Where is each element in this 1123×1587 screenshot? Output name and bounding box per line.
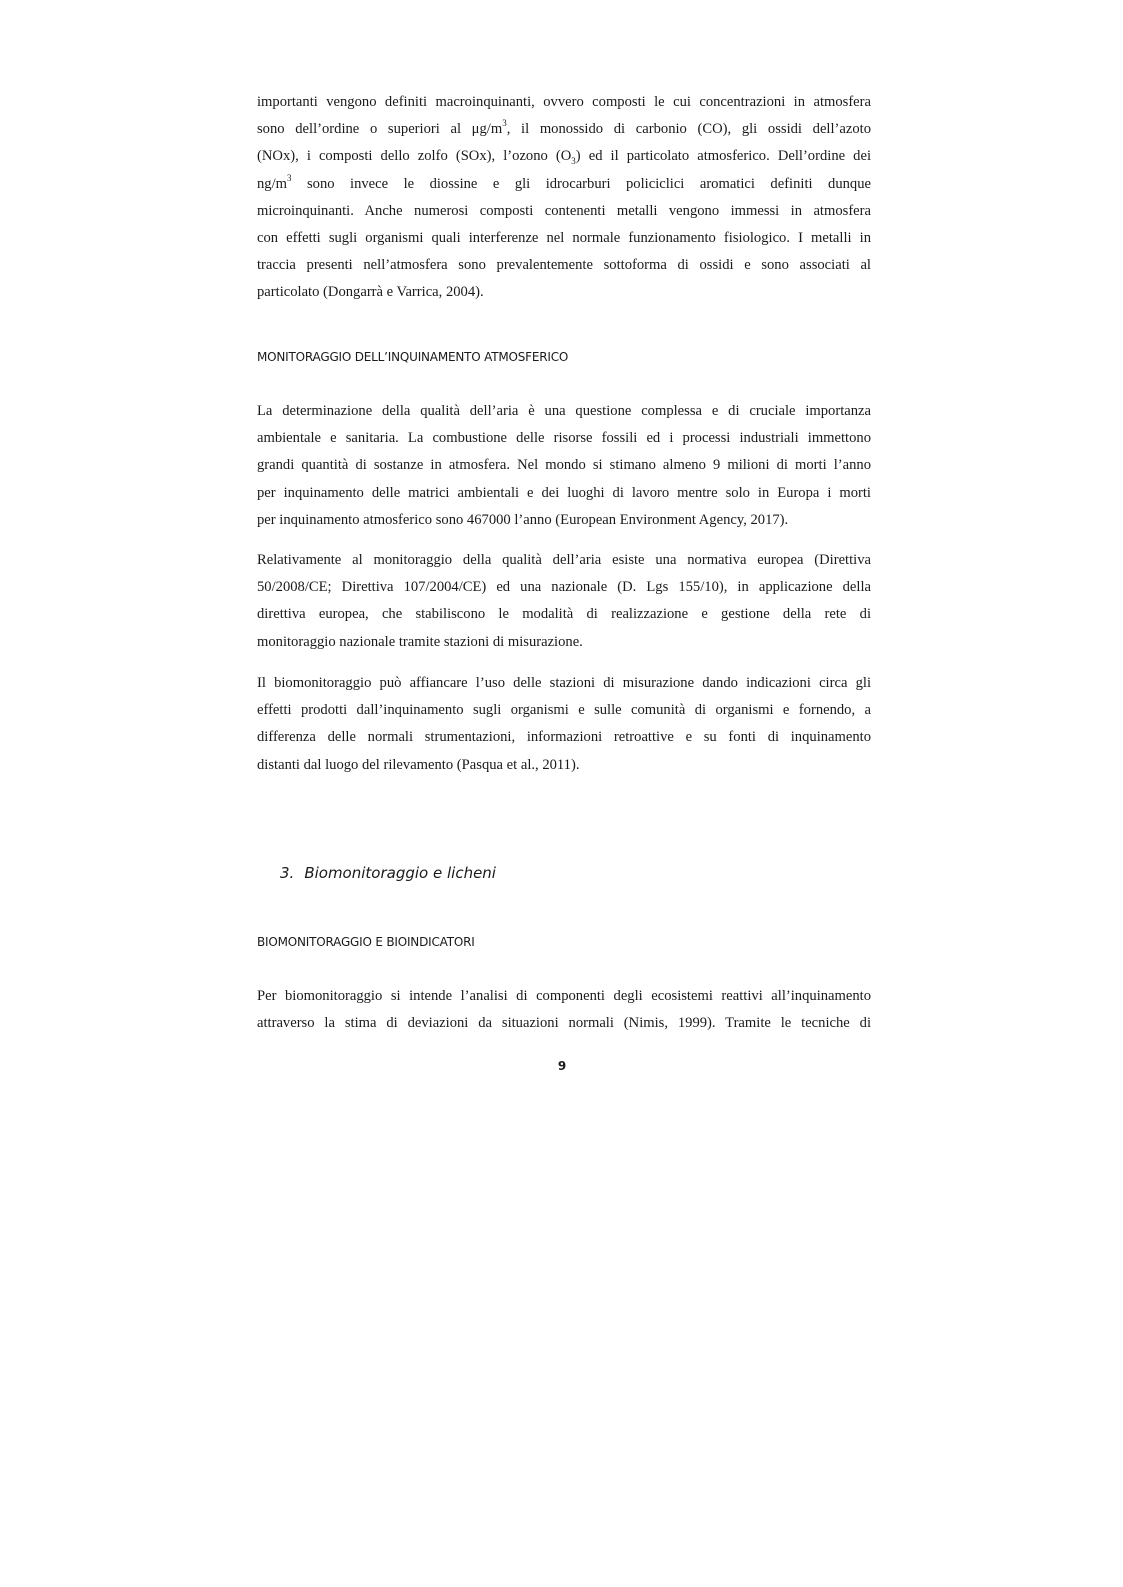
section-heading-bioindicatori: BIOMONITORAGGIO E BIOINDICATORI (257, 935, 475, 949)
paragraph-definizione-biomonitoraggio (257, 983, 871, 1037)
chapter-heading (280, 864, 496, 882)
text-line: per inquinamento atmosferico sono 467000 l’anno (European Environment Agency, 2017). (257, 511, 789, 528)
text-line: con effetti sugli organismi quali interferenze nel normale funzionamento fisiologico. I metalli in (257, 229, 871, 246)
text-line: sono dell’ordine o superiori al $\mu g/m^3$, il monossido di carbonio (CO), gli ossidi dell’azoto (257, 118, 871, 138)
text-line: traccia presenti nell’atmosfera sono prevalentemente sottoforma di ossidi e sono associati al (257, 257, 871, 274)
text-line: per inquinamento delle matrici ambientali e dei luoghi di lavoro mentre solo in Europa i morti (257, 484, 871, 501)
chapter-number: 3. (280, 864, 295, 882)
page-number: 9 (557, 1059, 567, 1073)
chapter-title: Biomonitoraggio e licheni (304, 864, 496, 882)
text-line: Il biomonitoraggio può affiancare l’uso delle stazioni di misurazione dando indicazioni circa gli (257, 675, 871, 691)
text-line: direttiva europea, che stabiliscono le modalità di realizzazione e gestione della rete di (257, 606, 871, 623)
paragraph-qualita-aria (257, 398, 871, 534)
text-line: Per biomonitoraggio si intende l’analisi di componenti degli ecosistemi reattivi all’inquinamento (257, 988, 871, 1004)
text-line: 50/2008/CE; Direttiva 107/2004/CE) ed una nazionale (D. Lgs 155/10), in applicazione della (257, 579, 871, 596)
text-line: (NOx), i composti dello zolfo (SOx), l’ozono $(O_3)$ ed il particolato atmosferico. Dell’ordine dei (257, 148, 871, 167)
text-line: differenza delle normali strumentazioni, informazioni retroattive e su fonti di inquinamento (257, 729, 871, 746)
text-line: Relativamente al monitoraggio della qualità dell’aria esiste una normativa europea (Direttiva (257, 552, 871, 568)
text-line: importanti vengono definiti macroinquinanti, ovvero composti le cui concentrazioni in atmosfera (257, 94, 871, 110)
text-line: monitoraggio nazionale tramite stazioni di misurazione. (257, 633, 583, 650)
text-line: particolato (Dongarrà e Varrica, 2004). (257, 284, 484, 301)
text-line: $ng/m^3$ sono invece le diossine e gli idrocarburi policiclici aromatici definiti dunque (257, 172, 871, 192)
paragraph-biomonitoraggio (257, 670, 871, 779)
text-line: distanti dal luogo del rilevamento (Pasqua et al., 2011). (257, 756, 580, 773)
text-line: ambientale e sanitaria. La combustione delle risorse fossili ed i processi industriali immettono (257, 430, 871, 447)
text-line: microinquinanti. Anche numerosi composti contenenti metalli vengono immessi in atmosfera (257, 202, 871, 219)
section-heading-monitoraggio: MONITORAGGIO DELL’INQUINAMENTO ATMOSFERICO (257, 350, 569, 364)
text-line: effetti prodotti dall’inquinamento sugli organismi e sulle comunità di organismi e fornendo, a (257, 702, 871, 719)
text-line: La determinazione della qualità dell’aria è una questione complessa e di cruciale importanza (257, 403, 871, 419)
text-line: attraverso la stima di deviazioni da situazioni normali (Nimis, 1999). Tramite le tecniche di (257, 1015, 871, 1032)
text-line: grandi quantità di sostanze in atmosfera. Nel mondo si stimano almeno 9 milioni di morti l’anno (257, 457, 871, 474)
paragraph-macroinquinanti (257, 89, 871, 307)
paragraph-normativa (257, 547, 871, 656)
